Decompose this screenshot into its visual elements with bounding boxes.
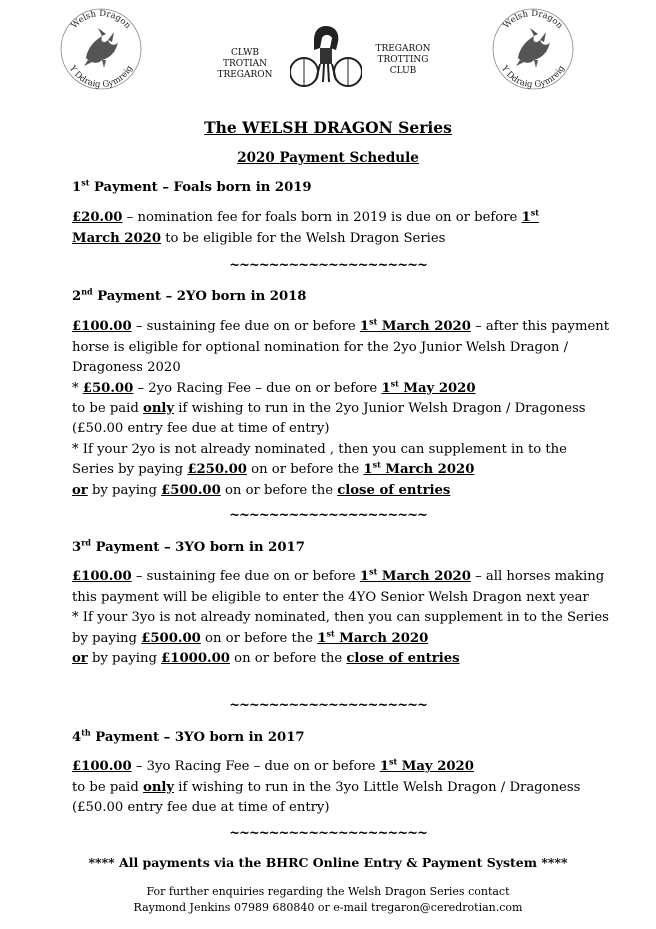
badge-bottom-text: Y Ddraig Gymreig (498, 63, 568, 91)
payment-3-section (72, 538, 612, 669)
payment-4-heading: 4th Payment – 3YO born in 2017 (72, 727, 305, 745)
dragon-icon (84, 28, 118, 68)
club-name-welsh: CLWB TROTIAN TREGARON (217, 48, 273, 80)
separator: ~~~~~~~~~~~~~~~~~~~~ (229, 258, 427, 273)
welsh-dragon-logo-right (490, 6, 576, 92)
contact-line-1: For further enquiries regarding the Welsh Dragon Series contact (146, 885, 510, 898)
payment-1-text: £20.00 – nomination fee for foals born in 2019 is due on or before 1st March 2020 to be eligible for the Welsh Dragon Series (72, 208, 539, 246)
page-title: The WELSH DRAGON Series (204, 118, 452, 137)
payment-3-heading: 3rd Payment – 3YO born in 2017 (72, 537, 305, 555)
payment-1-section (72, 178, 612, 249)
separator: ~~~~~~~~~~~~~~~~~~~~ (229, 826, 427, 841)
badge-top-text: Welsh Dragon (501, 8, 565, 31)
payment-4-section (72, 728, 612, 819)
payment-1-heading: 1st Payment – Foals born in 2019 (72, 177, 312, 195)
payment-3-text: £100.00 – sustaining fee due on or before 1st March 2020 – all horses making this payment will be eligible to enter the 4YO Senior Welsh Dragon next year * If your 3yo is not already nominated, then you can supplement in to the Series by paying £500.00 on or before the 1st March 2020 or by paying £1000.00 on or before the close of entries (72, 567, 609, 667)
dragon-icon (516, 28, 550, 68)
club-name-english: TREGARON TROTTING CLUB (375, 44, 431, 76)
page-subtitle: 2020 Payment Schedule (237, 150, 419, 166)
payment-2-heading: 2nd Payment – 2YO born in 2018 (72, 286, 307, 304)
payment-2-section (72, 287, 612, 501)
payment-4-text: £100.00 – 3yo Racing Fee – due on or before 1st May 2020 to be paid only if wishing to run in the 3yo Little Welsh Dragon / Dragoness (£50.00 entry fee due at time of entry) (72, 757, 581, 816)
payment-system-notice: **** All payments via the BHRC Online Entry & Payment System **** (88, 855, 568, 870)
payment-2-text: £100.00 – sustaining fee due on or before 1st March 2020 – after this payment horse is eligible for optional nomination for the 2yo Junior Welsh Dragon / Dragoness 2020 * £50.00 – 2yo Racing Fee – due on or before 1st May 2020 to be paid only if wishing to run in the 2yo Junior Welsh Dragon / Dragoness (£50.00 entry fee due at time of entry) * If your 2yo is not already nominated , then you can supplement in to the Series by paying £250.00 on or before the 1st March 2020 or by paying £500.00 on or before the close of entries (72, 317, 610, 498)
separator: ~~~~~~~~~~~~~~~~~~~~ (229, 508, 427, 523)
badge-bottom-text: Y Ddraig Gymreig (66, 63, 136, 91)
sulky-horse-icon (290, 20, 362, 92)
contact-info (0, 884, 656, 916)
welsh-dragon-logo-left (58, 6, 144, 92)
badge-top-text: Welsh Dragon (69, 8, 133, 31)
contact-line-2: Raymond Jenkins 07989 680840 or e-mail tregaron@ceredrotian.com (133, 901, 523, 914)
separator: ~~~~~~~~~~~~~~~~~~~~ (229, 698, 427, 713)
